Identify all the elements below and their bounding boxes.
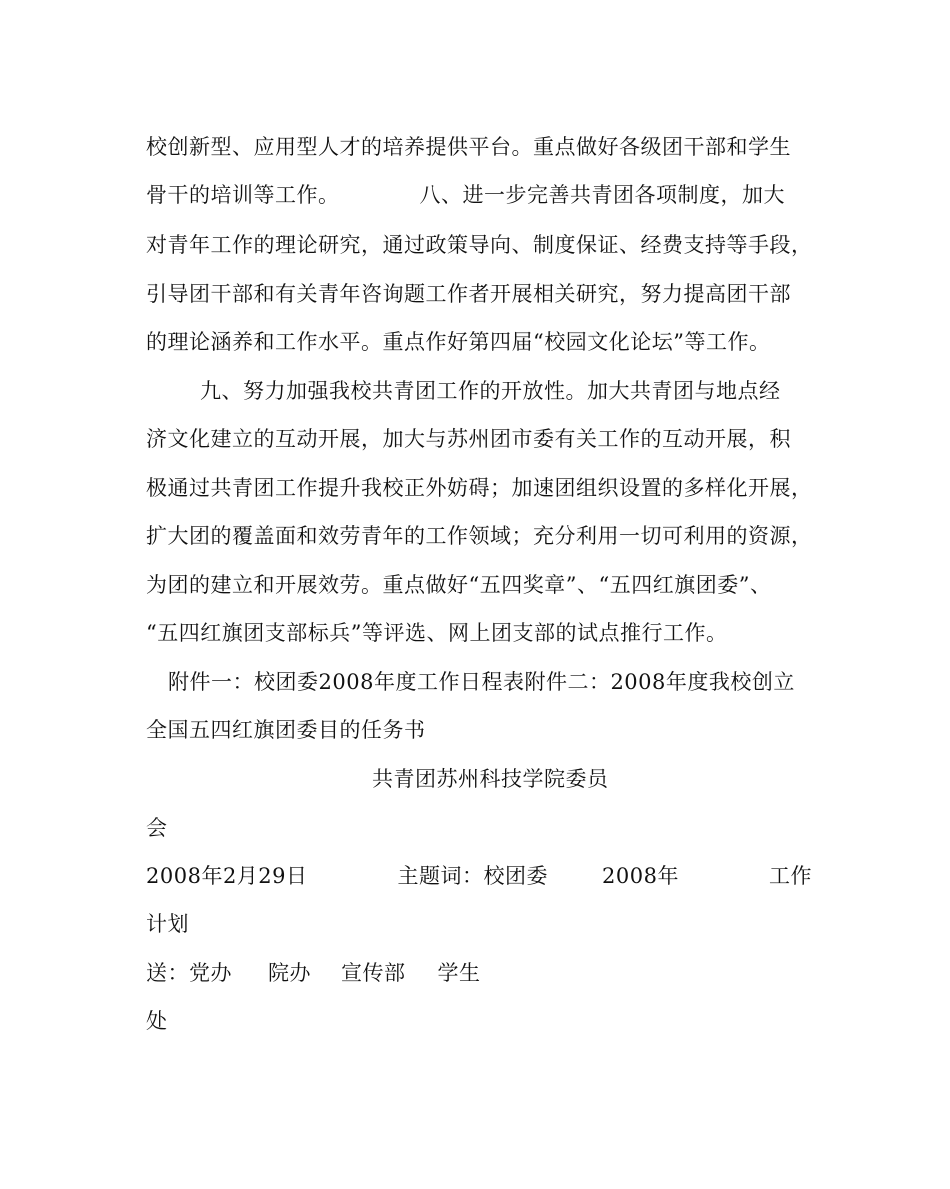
issuer-name-continued: 会 — [146, 816, 168, 840]
subject-keyword-plan: 计划 — [146, 912, 189, 936]
paragraph-line: 济文化建立的互动开展，加大与苏州团市委有关工作的互动开展，积 — [146, 427, 791, 451]
section-heading-nine: 九、努力加强我校共青团工作的开放性。加大共青团与地点经 — [200, 379, 781, 403]
paragraph-line: 扩大团的覆盖面和效劳青年的工作领域；充分利用一切可利用的资源， — [146, 524, 813, 548]
distribution-recipient: 院办 — [268, 961, 311, 985]
paragraph-line: 极通过共青团工作提升我校正外妨碍；加速团组织设置的多样化开展， — [146, 476, 813, 500]
issuer-name: 共青团苏州科技学院委员 — [372, 767, 609, 791]
date-subject-line — [146, 861, 812, 891]
distribution-recipient: 宣传部 — [341, 961, 406, 985]
subject-keyword-work: 工作 — [768, 864, 812, 888]
paragraph-line: 的理论涵养和工作水平。重点作好第四届“校园文化论坛”等工作。 — [146, 330, 771, 354]
distribution-recipient-continued: 处 — [146, 1009, 168, 1033]
distribution-recipient: 送：党办 — [146, 961, 232, 985]
paragraph-line: 校创新型、应用型人才的培养提供平台。重点做好各级团干部和学生 — [146, 135, 791, 159]
paragraph-line — [146, 180, 785, 210]
attachment-line: 全国五四红旗团委目的任务书 — [146, 718, 426, 742]
paragraph-line: “五四红旗团支部标兵”等评选、网上团支部的试点推行工作。 — [146, 621, 728, 645]
paragraph-line: 引导团干部和有关青年咨询题工作者开展相关研究，努力提高团干部 — [146, 282, 791, 306]
subject-keyword-year: 2008年 — [602, 864, 679, 888]
distribution-line — [146, 958, 481, 988]
subject-keywords-label: 主题词：校团委 — [397, 864, 549, 888]
paragraph-line: 为团的建立和开展效劳。重点做好“五四奖章”、“五四红旗团委”、 — [146, 573, 772, 597]
attachment-line: 附件一：校团委2008年度工作日程表附件二：2008年度我校创立 — [168, 670, 795, 694]
issue-date: 2008年2月29日 — [146, 864, 308, 888]
distribution-recipient: 学生 — [437, 961, 481, 985]
paragraph-line: 对青年工作的理论研究，通过政策导向、制度保证、经费支持等手段， — [146, 233, 813, 257]
section-heading-eight: 八、进一步完善共青团各项制度，加大 — [419, 183, 785, 207]
paragraph-line-part: 骨干的培训等工作。 — [146, 183, 340, 207]
